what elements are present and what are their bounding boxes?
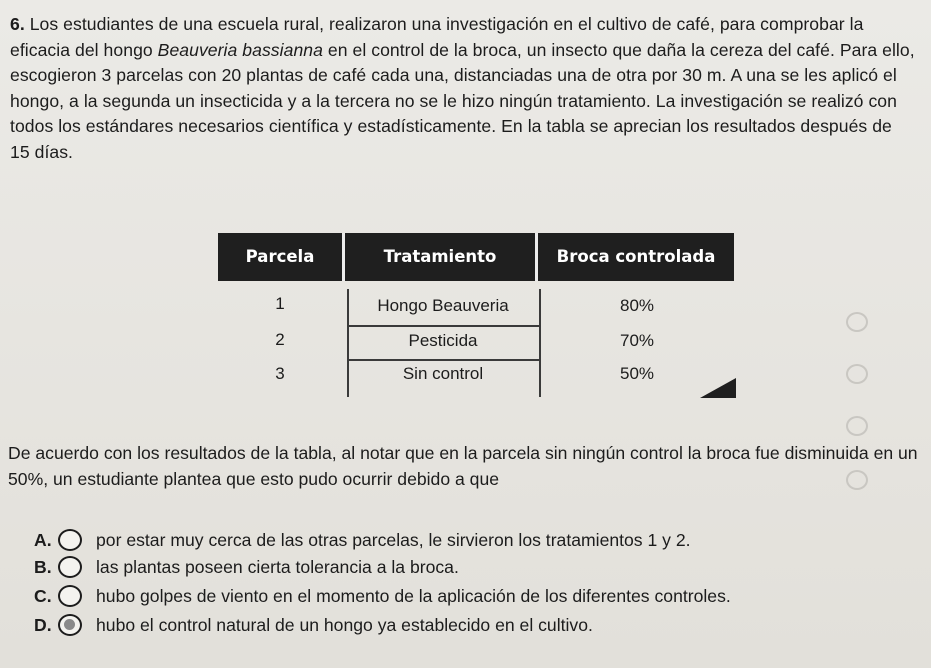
table-cell-broca-1: 80%: [619, 296, 655, 315]
table-cell-broca-2: 70%: [619, 331, 655, 350]
option-c-letter: C.: [34, 585, 52, 606]
option-b-bubble[interactable]: [58, 556, 82, 578]
table-cell-tratamiento-2: Pesticida: [408, 331, 478, 350]
option-a-text: por estar muy cerca de las otras parcelas, le sirvieron los tratamientos 1 y 2.: [96, 529, 691, 550]
header-parcela: Parcela: [245, 247, 315, 266]
showthrough-bubble: [846, 416, 868, 436]
table-cell-broca-3: 50%: [619, 364, 655, 383]
option-d-bubble[interactable]: [58, 614, 82, 636]
results-table: [218, 233, 734, 397]
option-a[interactable]: [34, 527, 691, 553]
option-d-text: hubo el control natural de un hongo ya establecido en el cultivo.: [96, 614, 593, 635]
option-a-bubble[interactable]: [58, 529, 82, 551]
question-number: 6.: [10, 14, 25, 34]
option-c-bubble[interactable]: [58, 585, 82, 607]
table-cell-tratamiento-3: Sin control: [402, 364, 484, 383]
table-cell-parcela-3: 3: [275, 364, 285, 383]
header-tratamiento: Tratamiento: [383, 247, 497, 266]
table-cell-parcela-2: 2: [275, 330, 285, 349]
option-a-letter: A.: [34, 529, 52, 550]
question-text-after: en el control de la broca, un insecto que daña la cereza del café. Para ello, escogieron 3 parcelas con 20 plantas de café cada una, distanciadas una de otra por 30 m. A una se les aplicó el hongo, a la segunda un insecticida y a la tercera no se le hizo ningún tratamiento. La investigación se realizó con todos los estándares necesarios científica y estadísticamente. En la tabla se aprecian los resultados después de 15 días.: [10, 39, 915, 162]
species-name: Beauveria bassianna: [157, 39, 323, 60]
question-stem: De acuerdo con los resultados de la tabla, al notar que en la parcela sin ningún control la broca fue disminuida en un 50%, un estudiante plantea que esto pudo ocurrir debido a que: [8, 443, 918, 489]
question-text-before: Los estudiantes de una escuela rural, realizaron una investigación en el cultivo de café, para comprobar la eficacia del hongo: [10, 14, 864, 60]
table-cell-tratamiento-1: Hongo Beauveria: [377, 296, 509, 315]
option-d-letter: D.: [34, 614, 52, 635]
option-c[interactable]: [34, 583, 731, 609]
showthrough-bubble: [846, 312, 868, 332]
table-cell-parcela-1: 1: [275, 294, 285, 313]
header-broca-controlada: Broca controlada: [556, 247, 716, 266]
question-paragraph: [10, 12, 915, 165]
option-d[interactable]: [34, 612, 593, 638]
option-b-letter: B.: [34, 556, 52, 577]
table-header: [218, 233, 734, 281]
option-b[interactable]: [34, 554, 459, 580]
table-corner-decoration: [700, 378, 736, 398]
option-b-text: las plantas poseen cierta tolerancia a la broca.: [96, 556, 459, 577]
option-c-text: hubo golpes de viento en el momento de la aplicación de los diferentes controles.: [96, 585, 731, 606]
showthrough-bubble: [846, 364, 868, 384]
